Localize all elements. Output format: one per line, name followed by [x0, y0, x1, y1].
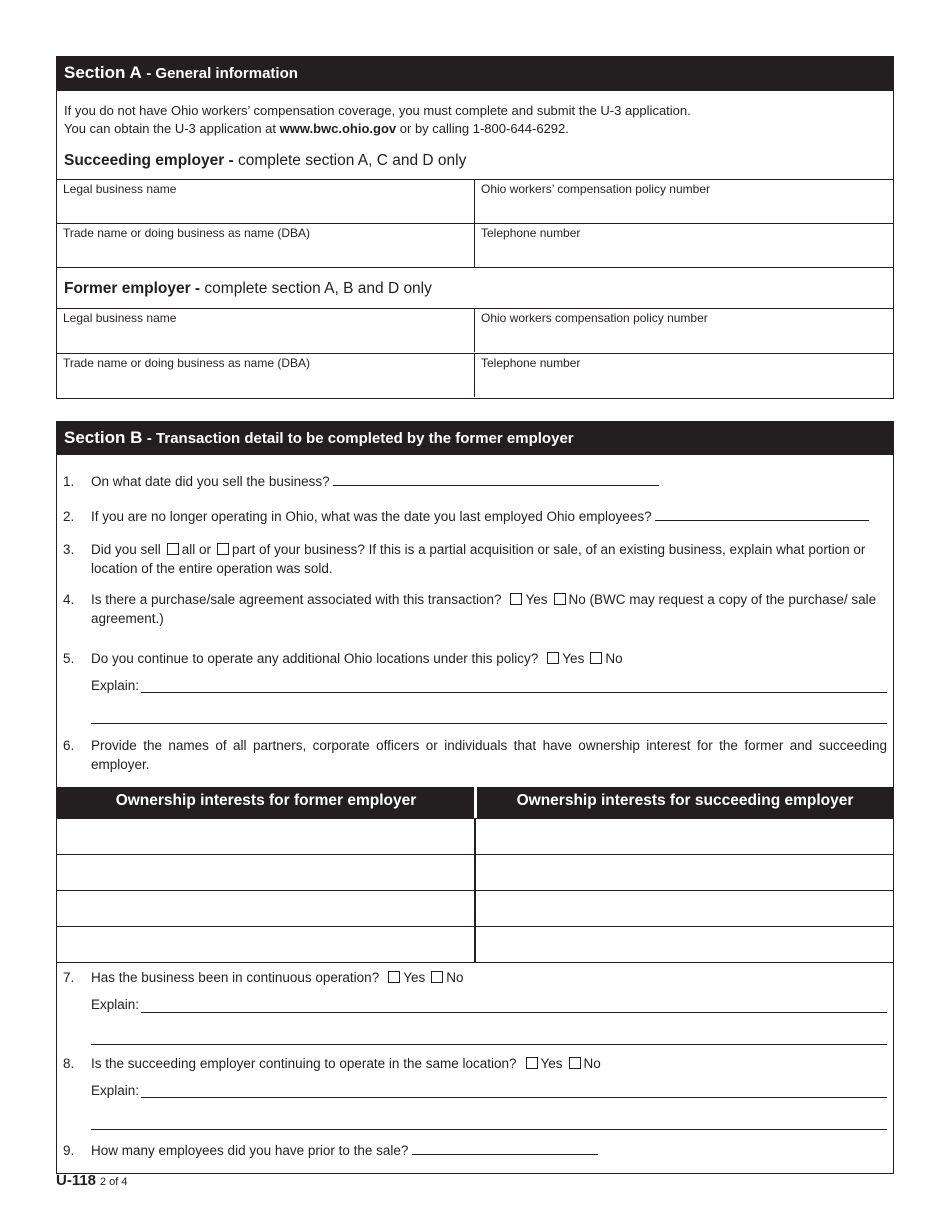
ownership-row[interactable]	[57, 854, 893, 890]
section-a-header	[57, 57, 893, 91]
page-number: 2 of 4	[99, 1176, 128, 1188]
section-a-intro	[64, 102, 691, 138]
sell-all-checkbox[interactable]	[167, 543, 179, 555]
last-employed-date-input[interactable]	[655, 509, 869, 521]
question-5	[63, 650, 887, 669]
section-a-subtitle: - General information	[146, 65, 298, 82]
q8-explain-input-2[interactable]	[91, 1129, 887, 1130]
bwc-link[interactable]: www.bwc.ohio.gov	[279, 121, 397, 136]
question-6	[63, 737, 887, 774]
table-bottom-line	[57, 962, 893, 963]
question-text: How many employees did you have prior to the sale?	[91, 1143, 409, 1158]
question-9	[63, 1142, 887, 1161]
question-number: 1.	[63, 474, 75, 489]
question-number: 7.	[63, 970, 75, 985]
q7-explain-label: Explain:	[91, 997, 140, 1012]
question-8	[63, 1055, 887, 1074]
yes-label: Yes	[540, 1056, 563, 1071]
divider	[57, 267, 893, 268]
former-row-1	[57, 308, 893, 352]
ownership-row[interactable]	[57, 818, 893, 854]
intro-line-2-post: or by calling 1-800-644-6292.	[396, 121, 569, 136]
section-b-header	[57, 422, 893, 455]
question-text: Is there a purchase/sale agreement associated with this transaction?	[91, 592, 502, 607]
intro-line-2-pre: You can obtain the U-3 application at	[64, 121, 280, 136]
same-location-yes-checkbox[interactable]	[526, 1057, 538, 1069]
agreement-yes-checkbox[interactable]	[510, 593, 522, 605]
former-employer-note: complete section A, B and D only	[200, 280, 432, 297]
q8-explain-label: Explain:	[91, 1083, 140, 1098]
question-text: Do you continue to operate any additional Ohio locations under this policy?	[91, 651, 539, 666]
yes-label: Yes	[562, 651, 585, 666]
question-text: Did you sell	[91, 542, 161, 557]
sell-part-checkbox[interactable]	[217, 543, 229, 555]
succeeding-row-1	[57, 179, 893, 223]
succeeding-ownership-header: Ownership interests for succeeding employer	[516, 792, 854, 809]
question-text: On what date did you sell the business?	[91, 474, 330, 489]
additional-locations-yes-checkbox[interactable]	[547, 652, 559, 664]
field-label: Legal business name	[63, 182, 177, 196]
question-note: (BWC may request a copy of the purchase/ sale agreement.)	[91, 592, 877, 626]
q7-explain-input-1[interactable]	[141, 1012, 887, 1013]
yes-label: Yes	[403, 970, 426, 985]
former-ownership-header: Ownership interests for former employer	[115, 792, 417, 809]
question-text: If you are no longer operating in Ohio, what was the date you last employed Ohio employees?	[91, 509, 652, 524]
ownership-row[interactable]	[57, 890, 893, 926]
sale-date-input[interactable]	[333, 474, 659, 486]
intro-line-2	[64, 120, 691, 138]
former-dba-field[interactable]	[57, 354, 475, 397]
page-footer	[56, 1172, 127, 1189]
form-code: U-118	[56, 1172, 97, 1189]
question-number: 5.	[63, 651, 75, 666]
question-number: 4.	[63, 592, 75, 607]
continuous-operation-no-checkbox[interactable]	[431, 971, 443, 983]
question-text: Is the succeeding employer continuing to operate in the same location?	[91, 1056, 517, 1071]
question-text-cont: part of your business? If this is a partial acquisition or sale, of an existing business, explain what portion or location of the entire operation was sold.	[91, 542, 866, 576]
succeeding-employer-note: complete section A, C and D only	[233, 152, 467, 169]
no-label: No	[446, 970, 464, 985]
section-b-subtitle: - Transaction detail to be completed by the former employer	[146, 430, 574, 447]
question-text: Has the business been in continuous operation?	[91, 970, 380, 985]
question-7	[63, 969, 887, 988]
ownership-table-header	[57, 787, 893, 818]
section-b	[56, 421, 894, 1174]
yes-label: Yes	[525, 592, 548, 607]
no-label: No	[568, 592, 586, 607]
former-employer-heading	[64, 280, 432, 298]
succeeding-policy-number-field[interactable]	[475, 180, 893, 223]
field-label: Ohio workers compensation policy number	[481, 311, 708, 325]
former-policy-number-field[interactable]	[475, 309, 893, 352]
question-number: 8.	[63, 1056, 75, 1071]
q5-explain-input-2[interactable]	[91, 723, 887, 724]
field-label: Telephone number	[481, 226, 581, 240]
q5-explain-input-1[interactable]	[141, 692, 887, 693]
field-label: Trade name or doing business as name (DBA)	[63, 356, 311, 370]
additional-locations-no-checkbox[interactable]	[590, 652, 602, 664]
question-number: 2.	[63, 509, 75, 524]
field-label: Trade name or doing business as name (DBA)	[63, 226, 311, 240]
field-label: Telephone number	[481, 356, 581, 370]
question-number: 9.	[63, 1143, 75, 1158]
former-row-2	[57, 353, 893, 397]
question-number: 3.	[63, 542, 75, 557]
question-2	[63, 508, 887, 527]
intro-line-1: If you do not have Ohio workers’ compensation coverage, you must complete and submit the U-3 application.	[64, 103, 691, 118]
succeeding-dba-field[interactable]	[57, 224, 475, 267]
succeeding-employer-title: Succeeding employer -	[64, 152, 234, 169]
section-b-title: Section B	[64, 428, 143, 447]
succeeding-employer-heading	[64, 152, 466, 170]
field-label: Legal business name	[63, 311, 177, 325]
section-a	[56, 56, 894, 399]
former-legal-name-field[interactable]	[57, 309, 475, 352]
employee-count-input[interactable]	[412, 1143, 598, 1155]
q5-explain-label: Explain:	[91, 678, 140, 693]
field-label: Ohio workers’ compensation policy number	[481, 182, 710, 196]
question-4	[63, 591, 887, 628]
succeeding-phone-field[interactable]	[475, 224, 893, 267]
no-label: No	[583, 1056, 601, 1071]
q8-explain-input-1[interactable]	[141, 1097, 887, 1098]
question-1	[63, 473, 887, 492]
no-label: No	[605, 651, 623, 666]
ownership-row[interactable]	[57, 926, 893, 962]
former-employer-title: Former employer -	[64, 280, 201, 297]
succeeding-row-2	[57, 223, 893, 267]
section-a-title: Section A	[64, 63, 142, 82]
question-number: 6.	[63, 738, 75, 753]
succeeding-legal-name-field[interactable]	[57, 180, 475, 223]
continuous-operation-yes-checkbox[interactable]	[388, 971, 400, 983]
agreement-no-checkbox[interactable]	[554, 593, 566, 605]
question-text: Provide the names of all partners, corporate officers or individuals that have ownership interest for the former and succeeding employer.	[91, 738, 887, 772]
checkbox-label: all or	[181, 542, 212, 557]
q7-explain-input-2[interactable]	[91, 1044, 887, 1045]
same-location-no-checkbox[interactable]	[569, 1057, 581, 1069]
former-phone-field[interactable]	[475, 354, 893, 397]
question-3	[63, 541, 887, 578]
